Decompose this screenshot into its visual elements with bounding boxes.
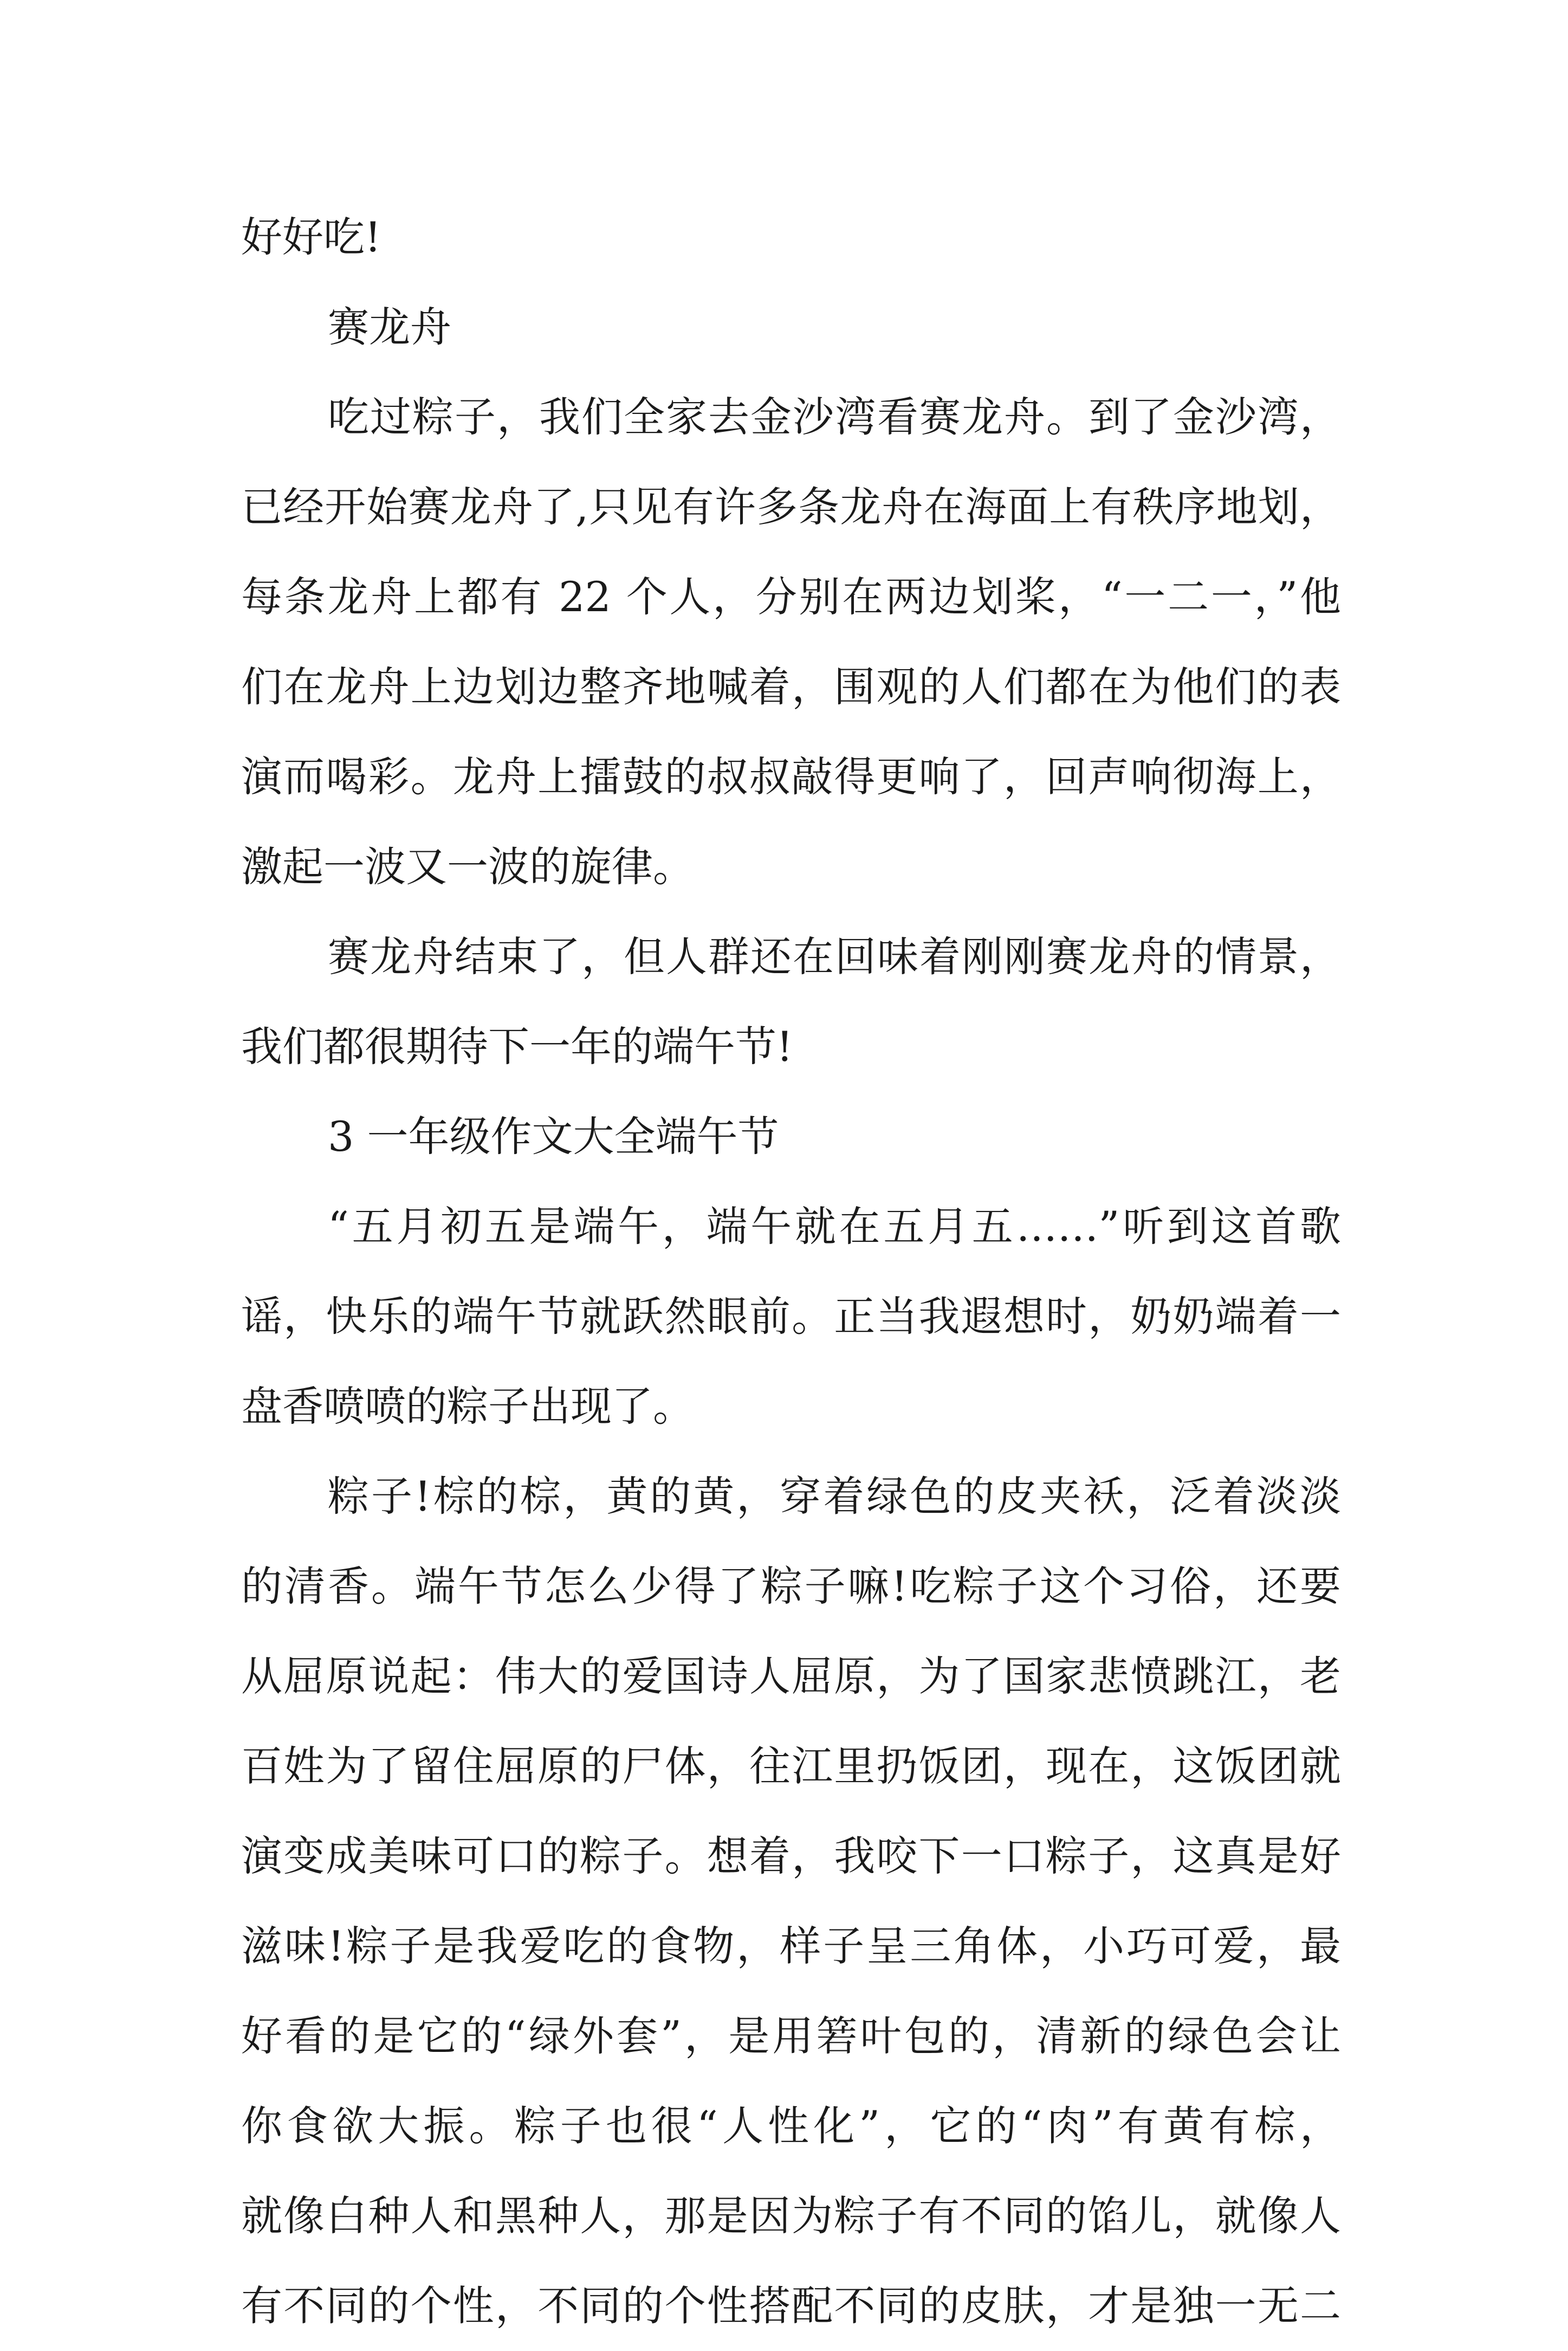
text-line: “五月初五是端午，端午就在五月五……”听到这首歌 xyxy=(328,1202,1341,1251)
text-line: 的清香。端午节怎么少得了粽子嘛!吃粽子这个习俗，还要 xyxy=(241,1562,1341,1610)
text-line: 你食欲大振。粽子也很“人性化”，它的“肉”有黄有棕， xyxy=(241,2102,1341,2150)
text-line: 激起一波又一波的旋律。 xyxy=(241,843,694,891)
text-line: 有不同的个性，不同的个性搭配不同的皮肤，才是独一无二 xyxy=(241,2282,1341,2330)
text-line: 粽子!棕的棕，黄的黄，穿着绿色的皮夹袄，泛着淡淡 xyxy=(328,1472,1341,1520)
text-line: 演变成美味可口的粽子。想着，我咬下一口粽子，这真是好 xyxy=(241,1832,1341,1880)
document-body xyxy=(241,192,1341,2351)
text-line: 们在龙舟上边划边整齐地喊着，围观的人们都在为他们的表 xyxy=(241,663,1341,711)
text-line: 每条龙舟上都有 22 个人，分别在两边划桨，“一二一，”他 xyxy=(241,573,1341,621)
section-heading: 3 一年级作文大全端午节 xyxy=(328,1112,779,1161)
text-line: 从屈原说起：伟大的爱国诗人屈原，为了国家悲愤跳江，老 xyxy=(241,1652,1341,1700)
text-line: 就像白种人和黑种人，那是因为粽子有不同的馅儿，就像人 xyxy=(241,2192,1341,2240)
text-line: 谣，快乐的端午节就跃然眼前。正当我遐想时，奶奶端着一 xyxy=(241,1292,1341,1340)
text-line: 吃过粽子，我们全家去金沙湾看赛龙舟。到了金沙湾， xyxy=(328,393,1341,441)
text-line: 赛龙舟结束了，但人群还在回味着刚刚赛龙舟的情景， xyxy=(328,932,1341,981)
text-line: 好好吃! xyxy=(241,213,381,261)
text-line: 演而喝彩。龙舟上擂鼓的叔叔敲得更响了，回声响彻海上， xyxy=(241,753,1341,801)
text-line: 我们都很期待下一年的端午节! xyxy=(241,1022,793,1071)
text-line: 已经开始赛龙舟了,只见有许多条龙舟在海面上有秩序地划， xyxy=(241,483,1341,531)
text-line: 百姓为了留住屈原的尸体，往江里扔饭团，现在，这饭团就 xyxy=(241,1742,1341,1790)
text-line: 好看的是它的“绿外套”，是用箬叶包的，清新的绿色会让 xyxy=(241,2012,1341,2060)
section-heading: 赛龙舟 xyxy=(328,303,451,351)
text-line: 盘香喷喷的粽子出现了。 xyxy=(241,1382,694,1430)
text-line: 滋味!粽子是我爱吃的食物，样子呈三角体，小巧可爱，最 xyxy=(241,1922,1341,1970)
